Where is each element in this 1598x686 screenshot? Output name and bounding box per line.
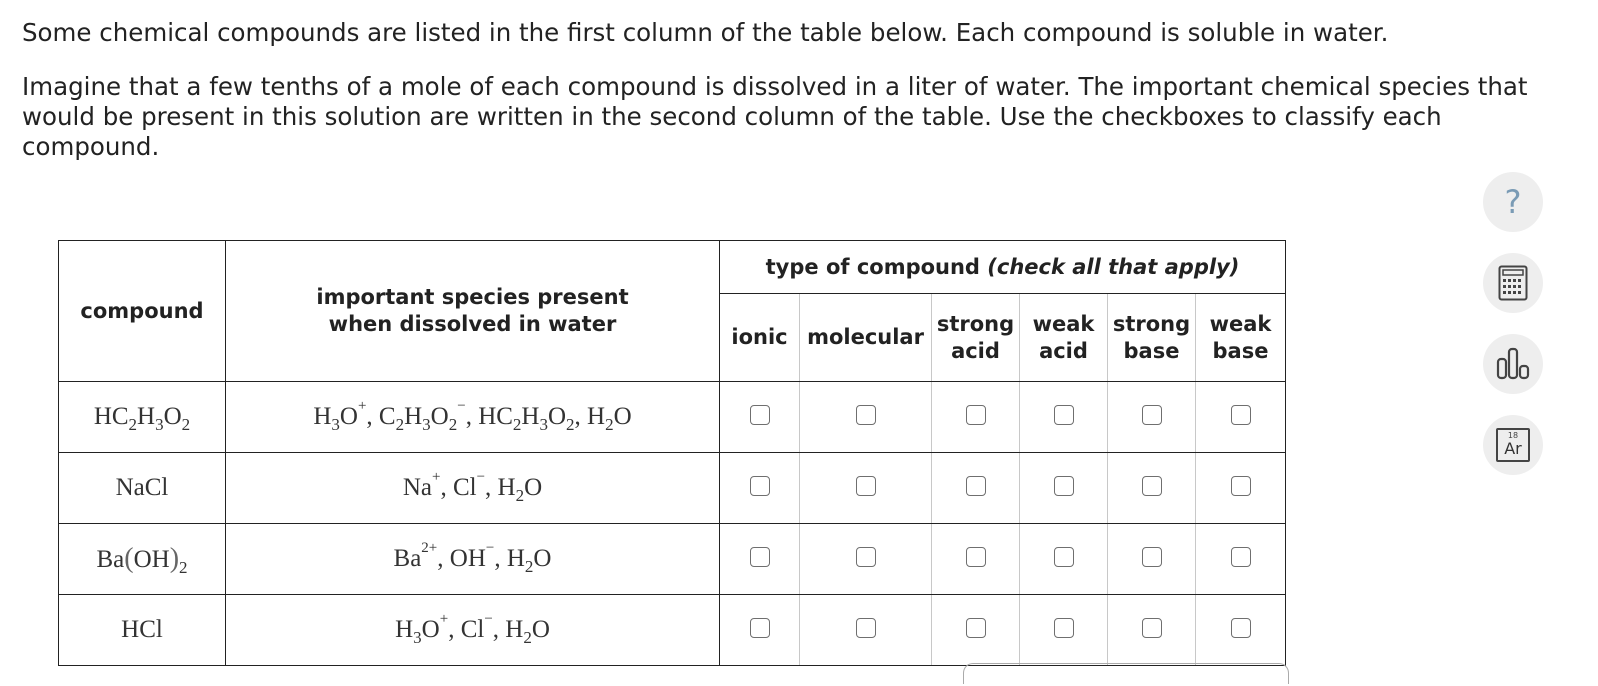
checkbox-molecular[interactable] [856, 405, 876, 425]
header-strong-acid: strong acid [932, 294, 1020, 382]
checkbox-molecular[interactable] [856, 547, 876, 567]
calculator-button[interactable] [1483, 253, 1543, 313]
table-row [59, 524, 1286, 595]
table-row [59, 382, 1286, 453]
checkbox-strong-acid[interactable] [966, 547, 986, 567]
table-row [59, 595, 1286, 666]
compound-formula: HCl [121, 616, 163, 643]
checkbox-strong-base[interactable] [1142, 547, 1162, 567]
header-type-note: (check all that apply) [987, 254, 1240, 279]
compound-cell [59, 453, 226, 524]
checkbox-weak-acid[interactable] [1054, 618, 1074, 638]
species-cell [226, 453, 720, 524]
checkbox-weak-base[interactable] [1231, 405, 1251, 425]
header-type-label: type of compound [765, 254, 980, 279]
checkbox-weak-acid[interactable] [1054, 547, 1074, 567]
checkbox-strong-acid[interactable] [966, 405, 986, 425]
header-species: important species present when dissolved in water [226, 241, 720, 382]
species-formula: Na+, Cl−, $H_2O$ [402, 469, 543, 505]
species-cell [226, 524, 720, 595]
header-compound: compound [59, 241, 226, 382]
species-cell [226, 382, 720, 453]
header-ionic: ionic [720, 294, 800, 382]
checkbox-weak-acid[interactable] [1054, 476, 1074, 496]
checkbox-ionic[interactable] [750, 476, 770, 496]
help-icon: ? [1504, 183, 1522, 221]
species-cell [226, 595, 720, 666]
checkbox-strong-acid[interactable] [966, 476, 986, 496]
instruction-paragraph-1: Some chemical compounds are listed in the first column of the table below. Each compound is soluble in water. [22, 18, 1389, 47]
header-type [720, 241, 1286, 294]
checkbox-molecular[interactable] [856, 476, 876, 496]
help-button[interactable] [1483, 172, 1543, 232]
checkbox-weak-base[interactable] [1231, 476, 1251, 496]
checkbox-weak-base[interactable] [1231, 618, 1251, 638]
checkbox-weak-base[interactable] [1231, 547, 1251, 567]
species-formula: $H_3O^+$, $C_2H_3O_2^-$, $HC_2H_3O_2$, $H_2O$ [313, 398, 632, 434]
periodic-table-icon: 18 Ar [1496, 428, 1530, 462]
header-strong-base: strong base [1108, 294, 1196, 382]
checkbox-ionic[interactable] [750, 547, 770, 567]
compound-formula: NaCl [115, 474, 169, 501]
species-formula: $Ba^{2+}$, OH−, $H_2O$ [393, 540, 552, 576]
compound-cell [59, 382, 226, 453]
bar-chart-icon [1495, 347, 1531, 381]
compound-formula: $HC_2H_3O_2$ [93, 403, 191, 434]
answer-panel-edge [963, 663, 1289, 684]
compound-cell [59, 595, 226, 666]
compound-cell [59, 524, 226, 595]
checkbox-ionic[interactable] [750, 405, 770, 425]
checkbox-weak-acid[interactable] [1054, 405, 1074, 425]
instruction-paragraph-2: Imagine that a few tenths of a mole of each compound is dissolved in a liter of water. The important chemical species that would be present in this solution are written in the second column of the table. Use the checkboxes to classify each compound. [22, 72, 1528, 161]
classification-table [58, 240, 1286, 666]
species-formula: $H_3O^+$, Cl−, $H_2O$ [395, 611, 550, 647]
checkbox-molecular[interactable] [856, 618, 876, 638]
instructions [22, 18, 1582, 162]
header-weak-base: weak base [1196, 294, 1286, 382]
data-button[interactable] [1483, 334, 1543, 394]
table-row [59, 453, 1286, 524]
checkbox-strong-acid[interactable] [966, 618, 986, 638]
checkbox-strong-base[interactable] [1142, 405, 1162, 425]
header-weak-acid: weak acid [1020, 294, 1108, 382]
compound-formula: $Ba(OH)_2$ [96, 543, 188, 577]
checkbox-ionic[interactable] [750, 618, 770, 638]
calculator-icon [1498, 265, 1528, 301]
checkbox-strong-base[interactable] [1142, 618, 1162, 638]
checkbox-strong-base[interactable] [1142, 476, 1162, 496]
periodic-table-button[interactable] [1483, 415, 1543, 475]
header-molecular: molecular [800, 294, 932, 382]
